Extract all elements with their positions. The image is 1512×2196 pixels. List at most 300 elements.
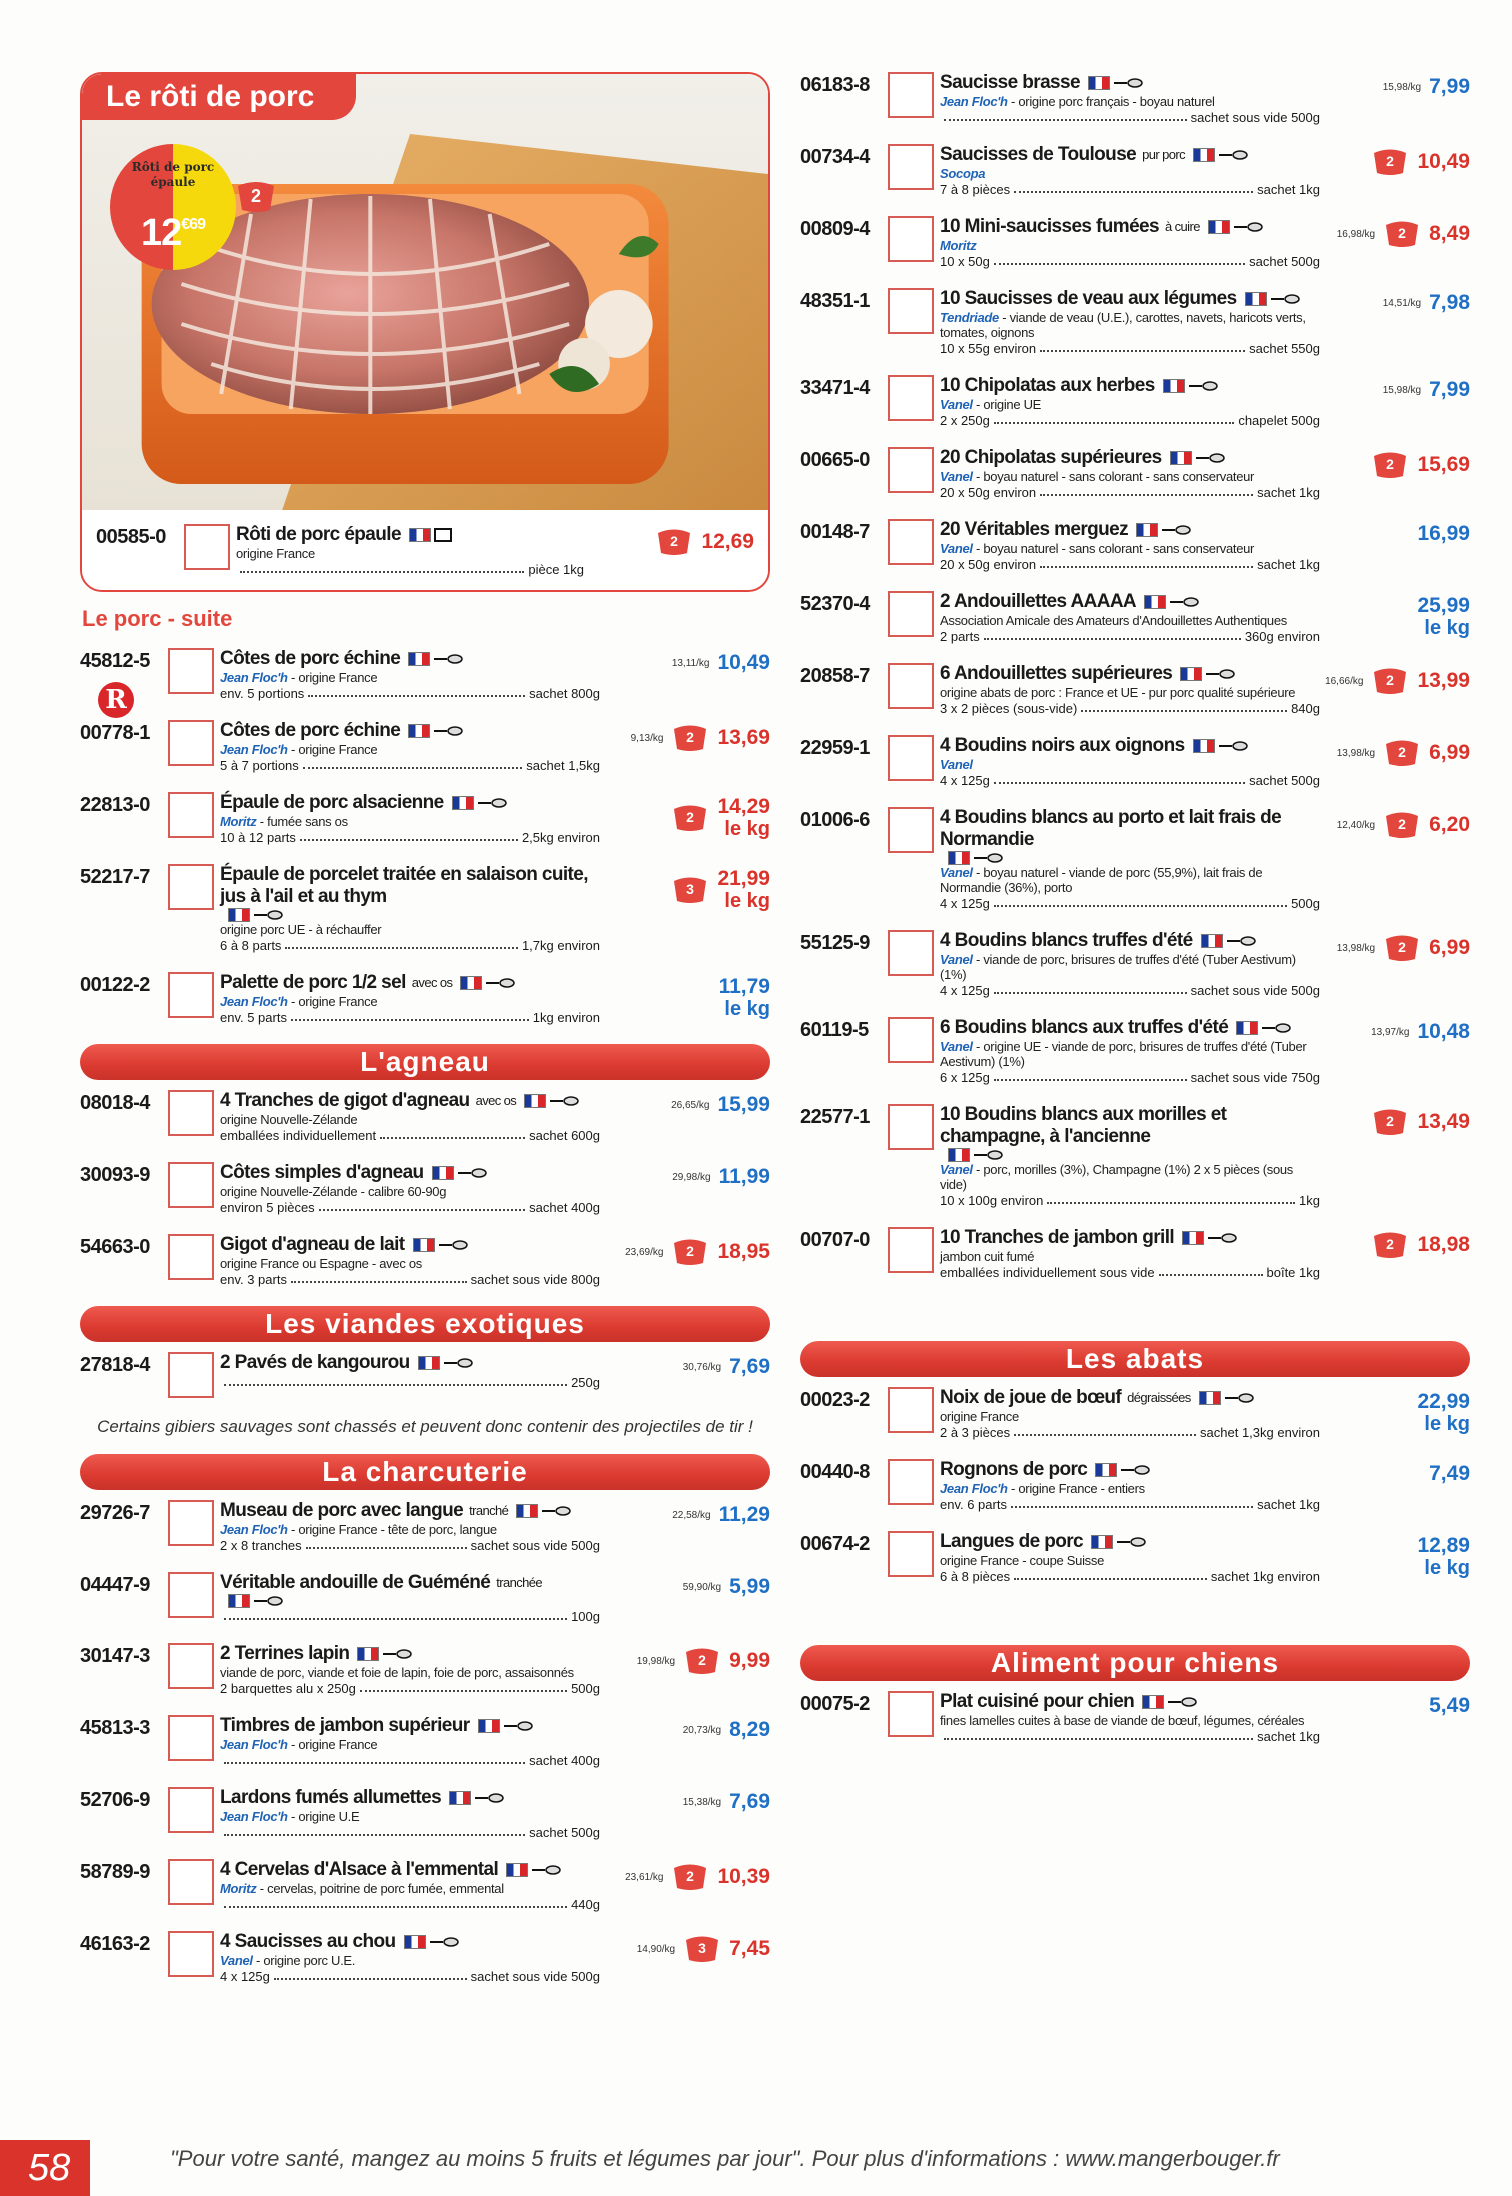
product-detail: - origine France	[291, 994, 378, 1009]
pack-line	[940, 983, 1320, 999]
storage-icons	[460, 976, 515, 990]
price-per-kg: 22,58/kg	[672, 1509, 711, 1521]
order-checkbox[interactable]	[888, 1387, 934, 1433]
pack-quantity: 4 x 125g	[220, 1969, 270, 1984]
product-code: 48351-1	[800, 290, 870, 312]
product-name-line	[940, 807, 1320, 865]
product-body	[220, 1931, 600, 1985]
france-flag-icon	[1245, 292, 1267, 306]
pack-size: chapelet 500g	[1238, 413, 1320, 428]
cooking-pan-icon	[1161, 523, 1191, 537]
france-flag-icon	[1144, 595, 1166, 609]
product-detail-line	[220, 670, 600, 685]
product-code: 00778-1	[80, 722, 150, 744]
storage-icons	[432, 1166, 487, 1180]
price-value: 15,99	[717, 1093, 770, 1116]
order-checkbox[interactable]	[888, 807, 934, 853]
pack-size: boîte 1kg	[1266, 1265, 1320, 1280]
france-flag-icon	[1182, 1231, 1204, 1245]
order-checkbox[interactable]	[888, 1531, 934, 1577]
points-icon	[1383, 934, 1421, 962]
product-name-line	[940, 1459, 1320, 1481]
pack-line	[940, 773, 1320, 789]
svg-text:2: 2	[1398, 744, 1407, 760]
price-value: 10,49	[717, 651, 770, 674]
france-flag-icon	[1193, 739, 1215, 753]
product-price	[719, 1166, 770, 1188]
france-flag-icon	[1199, 1391, 1221, 1405]
dotted-leader	[994, 413, 1234, 424]
order-checkbox[interactable]	[888, 735, 934, 781]
order-checkbox[interactable]	[168, 1787, 214, 1833]
product-code: 00440-8	[800, 1461, 870, 1483]
product-detail: - origine France	[291, 742, 378, 757]
order-checkbox[interactable]	[168, 1859, 214, 1905]
storage-icons	[408, 724, 463, 738]
product-detail-line	[220, 1665, 600, 1680]
product-brand: Vanel	[940, 757, 973, 772]
price-per-kg: 16,98/kg	[1336, 228, 1376, 240]
france-flag-icon	[1180, 667, 1202, 681]
order-checkbox[interactable]	[888, 375, 934, 421]
product-detail-line	[940, 865, 1320, 895]
pack-line	[940, 341, 1320, 357]
product-detail: - origine France - entiers	[1011, 1481, 1145, 1496]
pack-size: 1kg	[1299, 1193, 1320, 1208]
order-checkbox[interactable]	[888, 72, 934, 118]
dotted-leader	[380, 1128, 525, 1139]
dotted-leader	[360, 1681, 567, 1692]
product-row	[80, 972, 770, 1026]
storage-icons	[452, 796, 507, 810]
fridge-icon	[434, 528, 452, 542]
product-body	[220, 972, 600, 1026]
product-row	[80, 1787, 770, 1841]
pack-size: sachet 1kg	[1257, 1497, 1320, 1512]
dotted-leader	[994, 773, 1245, 784]
dotted-leader	[1040, 341, 1245, 352]
pack-line	[940, 254, 1320, 270]
product-name-line	[220, 1643, 600, 1665]
pack-size: 840g	[1291, 701, 1320, 716]
product-row	[800, 1227, 1470, 1281]
france-flag-icon	[460, 976, 482, 990]
france-flag-icon	[1193, 148, 1215, 162]
pack-line	[220, 1825, 600, 1841]
storage-icons	[1163, 379, 1218, 393]
pack-quantity: env. 6 parts	[940, 1497, 1007, 1512]
price-block	[600, 792, 770, 840]
order-checkbox[interactable]	[888, 1691, 934, 1737]
svg-text:2: 2	[1386, 153, 1395, 169]
pack-quantity: environ 5 pièces	[220, 1200, 315, 1215]
dotted-leader	[224, 1375, 567, 1386]
order-checkbox[interactable]	[888, 216, 934, 262]
product-row	[80, 1352, 770, 1398]
cooking-pan-icon	[429, 1935, 459, 1949]
product-name: Lardons fumés allumettes	[220, 1787, 442, 1808]
product-price	[729, 1576, 770, 1598]
product-brand: Socopa	[940, 166, 986, 181]
price-block	[1320, 375, 1470, 401]
pack-line	[220, 1200, 600, 1216]
dotted-leader	[291, 1010, 529, 1021]
agneau-list	[80, 1090, 770, 1288]
pack-quantity: 7 à 8 pièces	[940, 182, 1011, 197]
product-code: 04447-9	[80, 1574, 150, 1596]
product-body	[940, 735, 1320, 789]
cooking-pan-icon	[457, 1166, 487, 1180]
product-code: 22959-1	[800, 737, 870, 759]
pack-line	[940, 182, 1320, 198]
dotted-leader	[1014, 182, 1253, 193]
left-column	[80, 72, 770, 2003]
price-block	[600, 1931, 770, 1963]
pack-size: 500g	[1291, 896, 1320, 911]
storage-icons	[1245, 292, 1300, 306]
pack-size: sachet 550g	[1249, 341, 1320, 356]
product-name: Épaule de porc alsacienne	[220, 792, 444, 813]
product-body	[940, 72, 1320, 126]
order-checkbox[interactable]	[888, 663, 934, 709]
product-brand: Jean Floc'h	[220, 1522, 288, 1537]
product-qualifier: à cuire	[1165, 219, 1200, 234]
cooking-pan-icon	[433, 724, 463, 738]
product-name-line	[220, 1572, 600, 1608]
dotted-leader	[1081, 701, 1287, 712]
dotted-leader	[224, 1825, 525, 1836]
cooking-pan-icon	[1116, 1535, 1146, 1549]
order-checkbox[interactable]	[168, 1643, 214, 1689]
order-checkbox[interactable]	[888, 1227, 934, 1273]
storage-icons	[1144, 595, 1199, 609]
france-flag-icon	[408, 724, 430, 738]
points-icon	[1383, 811, 1421, 839]
pack-line	[220, 1609, 600, 1625]
dotted-leader	[285, 938, 518, 949]
france-flag-icon	[449, 1791, 471, 1805]
section-header-exotiques: Les viandes exotiques	[80, 1306, 770, 1342]
product-brand: Vanel	[940, 469, 973, 484]
product-body	[220, 1859, 600, 1913]
order-checkbox[interactable]	[888, 930, 934, 976]
cooking-pan-icon	[1233, 220, 1263, 234]
order-checkbox[interactable]	[168, 648, 214, 694]
pack-line	[220, 1272, 600, 1288]
product-brand: Jean Floc'h	[220, 742, 288, 757]
price-badge	[110, 144, 236, 270]
product-code: 20858-7	[800, 665, 870, 687]
price-value: 6,99	[1429, 936, 1470, 959]
price-block	[1320, 447, 1470, 479]
product-price	[729, 1719, 770, 1741]
price-value: 8,29	[729, 1718, 770, 1741]
product-detail: origine Nouvelle-Zélande	[220, 1112, 358, 1127]
roast-photo	[82, 74, 768, 514]
product-name-line	[220, 1931, 600, 1953]
product-name: Saucisse brasse	[940, 72, 1080, 93]
price-value: 7,45	[729, 1937, 770, 1960]
product-row	[800, 519, 1470, 573]
product-code: 00585-0	[96, 526, 166, 548]
price-per-kg: 15,98/kg	[1382, 384, 1422, 396]
product-row	[800, 1531, 1470, 1585]
pack-line	[220, 1010, 600, 1026]
product-code: 29726-7	[80, 1502, 150, 1524]
price-value: 7,69	[729, 1355, 770, 1378]
order-checkbox[interactable]	[168, 1352, 214, 1398]
product-qualifier: avec os	[411, 975, 453, 990]
dotted-leader	[224, 1897, 567, 1908]
product-row	[800, 216, 1470, 270]
product-name: Côtes simples d'agneau	[220, 1162, 424, 1183]
dotted-leader	[291, 1272, 467, 1283]
price-value: 13,49	[1417, 1110, 1470, 1133]
product-detail-line	[940, 1713, 1320, 1728]
product-price	[1417, 1391, 1470, 1435]
product-body	[940, 519, 1320, 573]
dotted-leader	[303, 758, 523, 769]
product-code: 52217-7	[80, 866, 150, 888]
cooking-pan-icon	[477, 796, 507, 810]
price-unit: le kg	[1424, 1557, 1470, 1579]
pack-size: sachet 1kg	[1257, 182, 1320, 197]
charcuterie-list	[80, 1500, 770, 1985]
product-row	[800, 1104, 1470, 1209]
pack-line	[940, 1425, 1320, 1441]
pack-size: 100g	[571, 1609, 600, 1624]
product-name-line	[220, 1859, 600, 1881]
product-name-line	[940, 1104, 1320, 1162]
product-code: 52370-4	[800, 593, 870, 615]
svg-text:2: 2	[686, 1868, 695, 1884]
price-block	[1320, 1691, 1470, 1717]
pack-quantity: 10 x 55g environ	[940, 341, 1037, 356]
price-value: 12,89	[1417, 1534, 1470, 1557]
pack-quantity: emballées individuellement	[220, 1128, 377, 1143]
product-code: 22813-0	[80, 794, 150, 816]
order-checkbox[interactable]	[888, 144, 934, 190]
cooking-pan-icon	[1167, 1695, 1197, 1709]
product-code: 60119-5	[800, 1019, 869, 1041]
dotted-leader	[1011, 1497, 1253, 1508]
pack-line	[220, 1969, 600, 1985]
order-checkbox[interactable]	[168, 972, 214, 1018]
product-brand: Vanel	[940, 541, 973, 556]
product-brand: Jean Floc'h	[220, 670, 288, 685]
storage-icons	[506, 1863, 561, 1877]
product-name-line	[220, 1162, 600, 1184]
product-price	[719, 976, 770, 1020]
cooking-pan-icon	[1113, 76, 1143, 90]
storage-icons	[1201, 934, 1256, 948]
order-checkbox[interactable]	[168, 1500, 214, 1546]
section-header-agneau: L'agneau	[80, 1044, 770, 1080]
product-brand: Moritz	[220, 1881, 257, 1896]
price-block	[1320, 930, 1470, 962]
france-flag-icon	[506, 1863, 528, 1877]
section-header-chiens: Aliment pour chiens	[800, 1645, 1470, 1681]
pack-size: 2,5kg environ	[521, 830, 600, 845]
dotted-leader	[994, 1070, 1187, 1081]
storage-icons	[1236, 1021, 1291, 1035]
section-header-abats: Les abats	[800, 1341, 1470, 1377]
france-flag-icon	[516, 1504, 538, 1518]
product-brand: Vanel	[940, 1039, 973, 1054]
pack-quantity: 3 x 2 pièces (sous-vide)	[940, 701, 1078, 716]
order-checkbox[interactable]	[168, 864, 214, 910]
product-name-line	[220, 1234, 600, 1256]
order-checkbox[interactable]	[184, 524, 230, 570]
price-value: 6,99	[1429, 741, 1470, 764]
price-per-kg: 13,97/kg	[1371, 1026, 1410, 1038]
product-name: 10 Boudins blancs aux morilles et champagne, à l'ancienne	[940, 1104, 1227, 1147]
pack-line	[940, 1070, 1320, 1086]
price-block	[600, 720, 770, 752]
product-name-line	[220, 1715, 600, 1737]
price-block	[1320, 663, 1470, 695]
price-value: 7,49	[1429, 1462, 1470, 1485]
order-checkbox[interactable]	[168, 792, 214, 838]
order-checkbox[interactable]	[168, 720, 214, 766]
pack-size: sachet 500g	[1249, 254, 1320, 269]
france-flag-icon	[418, 1356, 440, 1370]
pack-size: sachet sous vide 500g	[1190, 983, 1320, 998]
product-detail: jambon cuit fumé	[940, 1249, 1035, 1264]
product-code: 00809-4	[800, 218, 870, 240]
dotted-leader	[274, 1969, 467, 1980]
pack-quantity: 6 x 125g	[940, 1070, 990, 1085]
order-checkbox[interactable]	[168, 1931, 214, 1977]
product-code: 33471-4	[800, 377, 870, 399]
order-checkbox[interactable]	[888, 288, 934, 334]
product-price	[1429, 1695, 1470, 1717]
product-detail-line	[940, 166, 1320, 181]
pack-quantity: 2 x 8 tranches	[220, 1538, 302, 1553]
price-per-kg: 15,98/kg	[1382, 81, 1422, 93]
product-body	[940, 144, 1320, 198]
cooking-pan-icon	[438, 1238, 468, 1252]
product-price	[719, 1504, 770, 1526]
pack-line	[940, 896, 1320, 912]
order-checkbox[interactable]	[168, 1715, 214, 1761]
cooking-pan-icon	[1218, 148, 1248, 162]
featured-product	[82, 510, 768, 590]
pack-line	[940, 1497, 1320, 1513]
pack-size: sachet sous vide 500g	[1190, 110, 1320, 125]
price-block	[600, 972, 770, 1020]
product-price	[1429, 76, 1470, 98]
order-checkbox[interactable]	[168, 1090, 214, 1136]
product-brand: Vanel	[940, 865, 973, 880]
pack-size: sachet sous vide 500g	[470, 1969, 600, 1984]
product-detail-line	[220, 922, 600, 937]
svg-text:3: 3	[686, 881, 695, 897]
product-price	[729, 1791, 770, 1813]
order-checkbox[interactable]	[888, 519, 934, 565]
pack-line	[220, 1375, 600, 1391]
product-body	[940, 1104, 1320, 1209]
order-checkbox[interactable]	[888, 591, 934, 637]
product-row	[800, 144, 1470, 198]
dotted-leader	[306, 1538, 467, 1549]
product-code: 45813-3	[80, 1717, 150, 1739]
product-name-line	[220, 648, 600, 670]
price-block	[1320, 72, 1470, 98]
dotted-leader	[984, 629, 1241, 640]
product-qualifier: avec os	[475, 1093, 517, 1108]
pack-quantity: 6 à 8 pièces	[940, 1569, 1011, 1584]
product-name: 10 Chipolatas aux herbes	[940, 375, 1155, 396]
product-brand: Vanel	[220, 1953, 253, 1968]
cooking-pan-icon	[1224, 1391, 1254, 1405]
product-detail: - boyau naturel - sans colorant - sans conservateur	[976, 469, 1255, 484]
product-price	[1417, 1111, 1470, 1133]
price-block	[600, 1090, 770, 1116]
dotted-leader	[1047, 1193, 1295, 1204]
pack-line	[940, 1193, 1320, 1209]
france-flag-icon	[452, 796, 474, 810]
product-name: Museau de porc avec langue	[220, 1500, 464, 1521]
order-checkbox[interactable]	[888, 1459, 934, 1505]
product-detail: - boyau naturel - sans colorant - sans conservateur	[976, 541, 1255, 556]
order-checkbox[interactable]	[888, 1017, 934, 1063]
price-per-kg: 13,98/kg	[1336, 942, 1376, 954]
product-name-line	[940, 663, 1320, 685]
order-checkbox[interactable]	[888, 1104, 934, 1150]
product-name-line	[940, 144, 1320, 166]
pack-quantity: env. 5 parts	[220, 1010, 287, 1025]
product-brand: Vanel	[940, 952, 973, 967]
product-body	[940, 663, 1320, 717]
france-flag-icon	[1201, 934, 1223, 948]
product-price	[717, 652, 770, 674]
order-checkbox[interactable]	[888, 447, 934, 493]
badge-points-icon	[234, 180, 278, 219]
product-detail: - origine U.E	[291, 1809, 360, 1824]
pack-size: sachet sous vide 800g	[470, 1272, 600, 1287]
price-value: 18,98	[1417, 1233, 1470, 1256]
pack-line	[940, 1265, 1320, 1281]
product-name: 4 Saucisses au chou	[220, 1931, 396, 1952]
product-price	[1429, 742, 1470, 764]
product-name-line	[940, 1387, 1320, 1409]
france-flag-icon	[1091, 1535, 1113, 1549]
product-name: 4 Boudins noirs aux oignons	[940, 735, 1185, 756]
order-checkbox[interactable]	[168, 1234, 214, 1280]
product-detail-line	[940, 1039, 1320, 1069]
product-code: 00122-2	[80, 974, 150, 996]
pack-size: sachet 1kg environ	[1210, 1569, 1320, 1584]
product-row	[800, 807, 1470, 912]
pack-line	[220, 686, 600, 702]
order-checkbox[interactable]	[168, 1572, 214, 1618]
storage-icons	[1170, 451, 1225, 465]
svg-text:2: 2	[1398, 939, 1407, 955]
price-value: 7,98	[1429, 291, 1470, 314]
price-value: 10,39	[717, 1865, 770, 1888]
product-detail: origine abats de porc : France et UE - pur porc qualité supérieure	[940, 685, 1296, 700]
france-flag-icon	[408, 652, 430, 666]
product-detail-line	[940, 757, 1320, 772]
product-name-line	[220, 792, 600, 814]
france-flag-icon	[409, 528, 431, 542]
product-name: Langues de porc	[940, 1531, 1084, 1552]
product-detail: origine Nouvelle-Zélande - calibre 60-90g	[220, 1184, 447, 1199]
product-name-line	[940, 1017, 1320, 1039]
order-checkbox[interactable]	[168, 1162, 214, 1208]
product-detail: - origine France	[291, 670, 378, 685]
